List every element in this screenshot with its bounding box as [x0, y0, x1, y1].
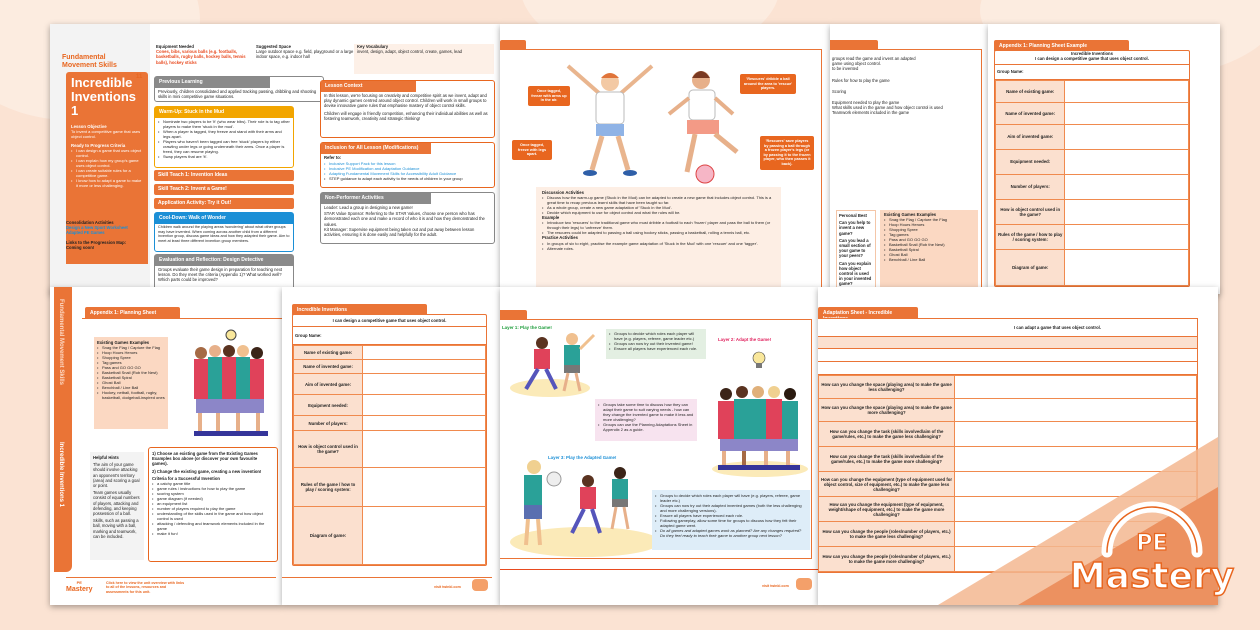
- existing-games-label: Existing Games Examples: [97, 340, 150, 345]
- callout-rescuers-pass: 'Rescuers' save players by passing a ball through a frozen player's legs (or by passing it to the frozen player, who then passes it back).: [760, 136, 814, 170]
- existing-game: • Hoop Hours Heroes: [97, 350, 165, 355]
- planning-table: [995, 80, 1189, 286]
- non-performer-box: [320, 192, 495, 244]
- discussion-item: • Discuss how the warm-up game (Stuck in the Mud) can be adapted to create a new game that includes object control. This is a great time to recap previous learnt skills that have been taught so far.: [542, 195, 775, 205]
- criteria-item: • game rules / instructions for how to play the game: [152, 486, 274, 491]
- step-1: 1) Choose an existing game from the Existing Games Examples box above (or discover your own favourite games).: [152, 451, 258, 467]
- answer-cell[interactable]: [1065, 199, 1189, 224]
- planning-sheet-tab: Appendix 1: Planning Sheet: [85, 307, 180, 318]
- adaptation-sheet-tab: Adaptation Sheet - Incredible Inventions: [818, 307, 918, 318]
- callout-legs-apart: Once tagged, freeze with legs apart.: [512, 140, 552, 160]
- practice-item: • Alternate roles.: [542, 246, 775, 251]
- existing-game: • Pass and GO GO GO: [884, 237, 974, 242]
- non-performer-item: Leader: Lead a group in designing a new game!: [324, 205, 413, 210]
- answer-cell[interactable]: [363, 416, 486, 431]
- criteria-item: • an equipment list: [152, 501, 274, 506]
- inclusion-refer: Refer to:: [324, 155, 342, 160]
- row-label: Equipment needed:: [996, 149, 1065, 174]
- answer-cell[interactable]: [1065, 80, 1189, 102]
- ready-item: • I can create suitable rules for a competitive game.: [71, 168, 143, 178]
- evaluation-box: [154, 254, 294, 290]
- row-label: Diagram of game:: [996, 249, 1065, 285]
- existing-game: • Basketball Snail (Rob the Nest): [97, 370, 165, 375]
- personal-best-label: Personal Best: [839, 213, 867, 218]
- unit-overview-link[interactable]: Click here to view the unit overview with links to all of the lessons, resources and assessments for this unit.: [106, 581, 185, 594]
- twinkl-logo-icon: [472, 579, 488, 591]
- skill-teach-1-header[interactable]: Skill Teach 1: Invention Ideas: [154, 170, 294, 181]
- discussion-box: [536, 187, 781, 294]
- layer-2-box: [595, 399, 697, 441]
- boy-arms-up-illustration: [560, 62, 660, 182]
- planning-example-tab: Appendix 1: Planning Sheet Example: [994, 40, 1129, 51]
- row-label: Number of players:: [294, 416, 363, 431]
- row-label: How can you change the people (roles/number of players, etc.) to make the game less challenging?: [819, 522, 955, 547]
- instruction-line: Rules for how to play the game: [832, 77, 890, 83]
- sheet-title: I can design a competitive game that uses object control.: [293, 315, 486, 327]
- group-name-field[interactable]: Group Name:: [293, 327, 486, 345]
- subject-label: Fundamental Movement Skills: [62, 54, 117, 69]
- criteria-label: Criteria for a Successful Invention: [152, 475, 220, 481]
- existing-game: • Basketball Spiral: [884, 247, 974, 252]
- lesson-objective: To invent a competitive game that uses object control.: [71, 129, 141, 139]
- progression-label: Links to the Progression Map:: [66, 239, 127, 245]
- side-banner-title: Incredible Inventions 1: [58, 442, 64, 508]
- existing-game: • Benchball / Line Ball: [97, 385, 165, 390]
- application-header[interactable]: Application Activity: Try it Out!: [154, 198, 294, 209]
- answer-cell[interactable]: [363, 360, 486, 374]
- warmup-item: • Players who haven't been tagged can free 'stuck' players by either crawling under legs or going underneath their arms. Once a player is freed, they can resume playing.: [158, 139, 290, 154]
- layer-3-item: • Do all games and adapted games work as planned? Are any changes required? Do they feel ready to teach their game to another group next lesson?: [655, 528, 807, 538]
- warmup-item: • Nominate two players to be 'it' (who wear bibs). Their role is to tag other players to make them 'stuck in the mud'.: [158, 119, 290, 129]
- criteria-item: • a catchy game title: [152, 481, 274, 486]
- progression-value: Coming soon!: [66, 244, 95, 250]
- discussion-item: • Decide which equipment to use for object control and what the rules will be.: [542, 210, 775, 215]
- row-label: Diagram of game:: [294, 507, 363, 565]
- layer-2-item: • Groups can use the Planning Adaptations Sheet in Appendix 2 as a guide.: [598, 422, 694, 432]
- existing-games-label: Existing Games Examples: [884, 212, 937, 217]
- criteria-item: • attacking / defending and teamwork elements included in the game: [152, 521, 274, 531]
- existing-game: • Ghost Ball: [884, 252, 974, 257]
- warmup-item: • Swap players that are 'it'.: [158, 154, 290, 159]
- row-label: How can you change the equipment (type of equipment, weight/shape of equipment, etc.) to make the game more challenging?: [819, 497, 955, 522]
- criteria-item: • number of players required to play the game: [152, 506, 274, 511]
- lesson-context-header: Lesson Context: [321, 81, 416, 92]
- consolidation-link[interactable]: Adapted PE Games: [66, 230, 105, 236]
- sheet-title: Incredible Inventions: [1071, 51, 1113, 56]
- row-label: Name of existing game:: [996, 80, 1065, 102]
- instruction-line: game using object control.: [832, 61, 881, 67]
- answer-cell[interactable]: [1065, 174, 1189, 199]
- answer-cell[interactable]: [1065, 102, 1189, 124]
- criteria-box: [148, 447, 278, 562]
- layer-1-box: [606, 329, 706, 359]
- layer-1-item: • Groups to decide which roles each player will have (e.g. players, referee, game leader etc.): [609, 331, 703, 341]
- layer-2-label: Layer 2: Adapt the Game!: [718, 337, 772, 342]
- row-label: Name of invented game:: [996, 102, 1065, 124]
- ready-item: • I can design a game that uses object control.: [71, 148, 143, 158]
- consolidation-link[interactable]: Design a New Sport Worksheet: [66, 225, 128, 231]
- skill-teach-2-header[interactable]: Skill Teach 2: Invent a Game!: [154, 184, 294, 195]
- warmup-box: [154, 106, 294, 168]
- row-label: Rules of the game / how to play / scoring system:: [996, 224, 1065, 249]
- lesson-objective-label: Lesson Objective: [71, 124, 107, 129]
- discussion-item: • As a whole group, create a new game adaptation of 'Stuck in the Mud'.: [542, 205, 775, 210]
- row-label: Aim of invented game:: [996, 124, 1065, 149]
- previous-learning-header: Previous Learning: [155, 77, 270, 88]
- helpful-hint: Skills, such as passing a ball, moving with a ball, marking and teamwork, can be included.: [93, 518, 139, 539]
- row-label: Name of existing game:: [294, 346, 363, 360]
- space-label: Suggested Space: [256, 44, 291, 49]
- instruction-line: to be invented: [832, 66, 859, 72]
- cooldown-text: Children walk around the playing areas 'wondering' about what other groups may have invented. When coming across another child from a different invention group, discuss game ideas and how they adapted their game. Aim to meet at least three different invention group members.: [158, 225, 290, 243]
- planning-sheet-example-page: [988, 24, 1220, 294]
- space-value: Large outdoor space e.g. field, playground or a large indoor space, e.g. indoor hall: [256, 49, 354, 60]
- layer-3-item: • Groups to decide which roles each player will have (e.g. players, referee, game leader etc.): [655, 493, 807, 503]
- answer-cell[interactable]: [363, 395, 486, 416]
- skill-teach-page: [500, 24, 830, 294]
- row-label: How can you change the space (playing area) to make the game more challenging?: [819, 399, 955, 422]
- inclusion-header: Inclusion for All Lesson (Modifications): [321, 143, 431, 154]
- answer-cell[interactable]: [363, 374, 486, 395]
- row-label: How can you change the space (playing area) to make the game less challenging?: [819, 376, 955, 399]
- callout-rescuers-dribble: 'Rescuers' dribble a ball around the area to 'rescue' players.: [740, 74, 796, 94]
- criteria-item: • scoring system: [152, 491, 274, 496]
- example-label: Example: [542, 215, 560, 221]
- existing-game: • Basketball Snail (Rob the Nest): [884, 242, 974, 247]
- personal-best-prompt: Can you explain how object control is used in your invented game?: [839, 260, 872, 287]
- sheet-subtitle: I can design a competitive game that uses object control.: [995, 56, 1189, 65]
- children-playing-tag-illustration: [520, 327, 600, 397]
- personal-best-prompt: Can you help to invent a new game?: [839, 220, 871, 236]
- instruction-line: What skills used in the game and how object control is used: [832, 105, 943, 111]
- answer-cell[interactable]: [363, 468, 486, 507]
- layer-3-item: • Groups can now try out their adapted invented games (both the less challenging and more challenging versions).: [655, 503, 807, 513]
- side-banner-subject: Fundamental Movement Skills: [58, 299, 64, 386]
- ready-list: [71, 148, 143, 188]
- step-2: 2) Change the existing game, creating a new invention!: [152, 468, 262, 474]
- existing-game: • Snag the Flag / Capture the Flag: [97, 345, 165, 350]
- lesson-context-text: In this lesson, we're focusing on creativity and competitive spirit as we invent, adapt and play dynamic games centred around object control. Children will work in small groups to devise innovative game rules that emphasise mastery of object control skills.: [324, 93, 487, 109]
- logo-mastery: Mastery: [66, 586, 93, 593]
- answer-cell[interactable]: [363, 431, 486, 468]
- vocab-label: Key Vocabulary: [357, 44, 389, 49]
- row-label: Equipment needed:: [294, 395, 363, 416]
- inclusion-box: [320, 142, 495, 188]
- layer-3-item: • Ensure all players have experienced each role.: [655, 513, 807, 518]
- layer-3-label: Layer 3: Play the Adapted Game!: [548, 455, 617, 460]
- sheet-title: I can adapt a game that uses object control.: [818, 319, 1197, 337]
- svg-text:PE: PE: [1136, 531, 1168, 556]
- existing-game: • Tag games: [884, 232, 974, 237]
- warmup-header: Warm-Up: Stuck in the Mud: [155, 107, 293, 118]
- layer-1-label: Layer 1: Play the Game!: [502, 325, 552, 330]
- cooldown-header: Cool-Down: Walk of Wonder: [155, 213, 293, 224]
- layer-1-item: • Groups can now try out their invented game!: [609, 341, 703, 346]
- invent-game-page: [830, 24, 988, 294]
- planning-sheet-page: [50, 287, 282, 605]
- cooldown-box: [154, 212, 294, 252]
- layer-1-item: • Ensure all players have experienced each role.: [609, 346, 703, 351]
- lesson-number: 11: [136, 74, 143, 80]
- svg-text:Mastery: Mastery: [1069, 556, 1235, 597]
- row-label: Name of invented game:: [294, 360, 363, 374]
- logo-pe: PE: [76, 580, 82, 585]
- practice-label: Practice Activities: [542, 235, 578, 241]
- evaluation-header: Evaluation and Reflection: Design Detective: [155, 255, 293, 266]
- girl-kicking-ball-illustration: [665, 62, 745, 187]
- criteria-item: • game diagram (if needed): [152, 496, 274, 501]
- existing-game: • Tag games: [97, 360, 165, 365]
- criteria-item: • make it fun!: [152, 531, 274, 536]
- existing-game: • Shopping Spree: [97, 355, 165, 360]
- lesson-context-box: [320, 80, 495, 138]
- consolidation-label: Consolidation Activities: [66, 220, 114, 225]
- answer-cell[interactable]: [1065, 124, 1189, 149]
- row-label: Aim of invented game:: [294, 374, 363, 395]
- layer-3-item: • Following gameplay, allow some time for groups to discuss how they felt their adapted game went.: [655, 518, 807, 528]
- answer-cell[interactable]: [363, 507, 486, 565]
- helpful-hints-label: Helpful Hints: [93, 455, 119, 460]
- criteria-item: • understanding of the skills used in the game and how object control is used: [152, 511, 274, 521]
- non-performer-item: STAR Value Sponsor: Referring to the STAR Values, choose one person who has demonstrated each one and make a record of who it is and how they demonstrated the values.: [324, 211, 485, 227]
- answer-cell[interactable]: [1065, 224, 1189, 249]
- previous-learning-box: [154, 76, 324, 102]
- equipment-label: Equipment Needed: [156, 44, 194, 49]
- non-performer-header: Non-Performer Activities: [321, 193, 431, 204]
- ready-item: • I can explain how my group's game uses object control.: [71, 158, 143, 168]
- existing-game: • Pass and GO GO GO: [97, 365, 165, 370]
- layer-3-box: [652, 490, 810, 550]
- example-item: • The rescuers could be adapted to passing a ball using hockey sticks, passing a basketball, rolling a tennis ball, etc.: [542, 230, 775, 235]
- existing-game: • Shopping Spree: [884, 227, 974, 232]
- row-label: How can you change the people (roles/number of players, etc.) to make the game more challenging?: [819, 547, 955, 572]
- lightbulb-icon: [752, 351, 766, 369]
- team-huddle-illustration: [186, 327, 276, 442]
- answer-cell[interactable]: [363, 346, 486, 360]
- blank-planning-sheet-page: [282, 287, 500, 605]
- layer-2-item: • Groups take some time to discuss how they can adapt their game to suit varying needs - how can they change the invented game to make it less and more challenging?: [598, 402, 694, 422]
- twinkl-logo-icon: [796, 578, 812, 590]
- practice-item: • In groups of six to eight, practise the example game adaptation of 'Stuck in the Mud' with one 'rescuer' and one 'tagger'.: [542, 241, 775, 246]
- existing-game: • Ghost Ball: [97, 380, 165, 385]
- inclusion-link[interactable]: • Inclusive Support Pack for this lesson: [324, 161, 491, 166]
- twinkl-footer-link[interactable]: visit twinkl.com: [434, 585, 461, 589]
- discussion-label: Discussion Activities: [542, 190, 584, 195]
- lesson-title: Incredible Inventions 1: [71, 75, 137, 118]
- callout-arms-up: Once tagged, freeze with arms up in the air.: [528, 86, 570, 106]
- lesson-context-text-2: Children will engage in friendly competition, enhancing their individual abilities as well as fostering teamwork, creativity and strategic thinking!: [324, 110, 488, 121]
- instruction-line: Teamwork elements included in the game: [832, 110, 910, 116]
- row-label: How can you change the equipment (type of equipment used for object control, size of equipment, etc.) to make the game less challenging?: [819, 472, 955, 497]
- existing-game: • Basketball Spiral: [97, 375, 165, 380]
- planning-sheet-tab: Incredible Inventions: [292, 304, 427, 315]
- helpful-hint: Team games usually consist of equal numbers of players, attacking and defending, and keeping possession of a ball.: [93, 490, 140, 517]
- row-label: How is object control used in the game?: [294, 431, 363, 468]
- ready-item: • I know how to adapt a game to make it more or less challenging.: [71, 178, 143, 188]
- row-label: How is object control used in the game?: [996, 199, 1065, 224]
- equipment-value: Cones, bibs, various balls (e.g. footballs, basketballs, rugby balls, hockey balls, tennis balls), hockey sticks: [156, 49, 246, 65]
- warmup-item: • When a player is tagged, they freeze and stand with their arms and legs apart.: [158, 129, 290, 139]
- existing-game: • Hockey, netball, football, rugby, basketball, dodgeball-inspired ones: [97, 390, 165, 400]
- helpful-hint: The aim of your game should involve attacking an opponent's territory (area) and scoring a goal or point.: [93, 462, 140, 489]
- personal-best-prompt: Can you lead a small section of your game to your peers?: [839, 237, 871, 259]
- previous-learning-text: Previously, children consolidated and applied tracking passing, dribbling and shooting skills in mini competitive game situations.: [158, 89, 317, 100]
- children-passing-ball-illustration: [514, 457, 664, 552]
- instruction-line: groups read the game and invent an adapted: [832, 56, 916, 61]
- planning-table: [293, 345, 486, 565]
- existing-game: • Snag the Flag / Capture the Flag: [884, 217, 974, 222]
- existing-game: • Hoop Hours Heroes: [884, 222, 974, 227]
- team-huddle-illustration: [712, 377, 808, 477]
- inclusion-link[interactable]: • Adapting Fundamental Movement Skills for Accessibility Adult Guidance: [324, 171, 491, 176]
- answer-cell[interactable]: [1065, 149, 1189, 174]
- row-label: Rules of the game / how to play / scoring system:: [294, 468, 363, 507]
- row-label: How can you change the task (skills involved/aim of the game/rules, etc.) to make the game more challenging?: [819, 447, 955, 472]
- pe-mastery-logo: [1065, 500, 1240, 600]
- instruction-line: Equipment needed to play the game: [832, 100, 900, 106]
- inclusion-link[interactable]: • Inclusive PE Modification and Adaptation Guidance: [324, 166, 491, 171]
- group-name-field[interactable]: Group Name:: [995, 65, 1189, 79]
- row-label: How can you change the task (skills involved/aim of the game/rules, etc.) to make the game less challenging?: [819, 422, 955, 447]
- non-performer-item: Kit Manager: Supervise equipment being taken out and put away between lesson activities, ensuring it is done easily and helpfully for the adult.: [324, 226, 475, 238]
- twinkl-footer-link[interactable]: visit twinkl.com: [762, 584, 789, 588]
- existing-game: • Benchball / Line Ball: [884, 257, 974, 262]
- answer-cell[interactable]: [1065, 249, 1189, 285]
- inclusion-item: • STEP guidance to adapt each activity to the needs of children in your group: [324, 176, 491, 181]
- lesson-plan-page: [50, 24, 500, 294]
- row-label: Number of players:: [996, 174, 1065, 199]
- ready-label: Ready to Progress Criteria: [71, 143, 126, 148]
- footer-logo: [66, 579, 92, 593]
- example-item: • Introduce two 'rescuers' to the traditional game who must dribble a football to each 'frozen' player and pass the ball to them (or through their legs) to 'unfreeze' them.: [542, 220, 775, 230]
- evaluation-text: Groups evaluate their game design in preparation for teaching next lesson. Do they meet the criteria (Appendix 1)? What worked well? Which parts could be improved?: [158, 267, 283, 283]
- layers-page: [500, 287, 818, 605]
- instruction-line: Scoring: [832, 88, 847, 94]
- vocab-value: invent, design, adapt, object control, create, games, lead: [357, 49, 462, 55]
